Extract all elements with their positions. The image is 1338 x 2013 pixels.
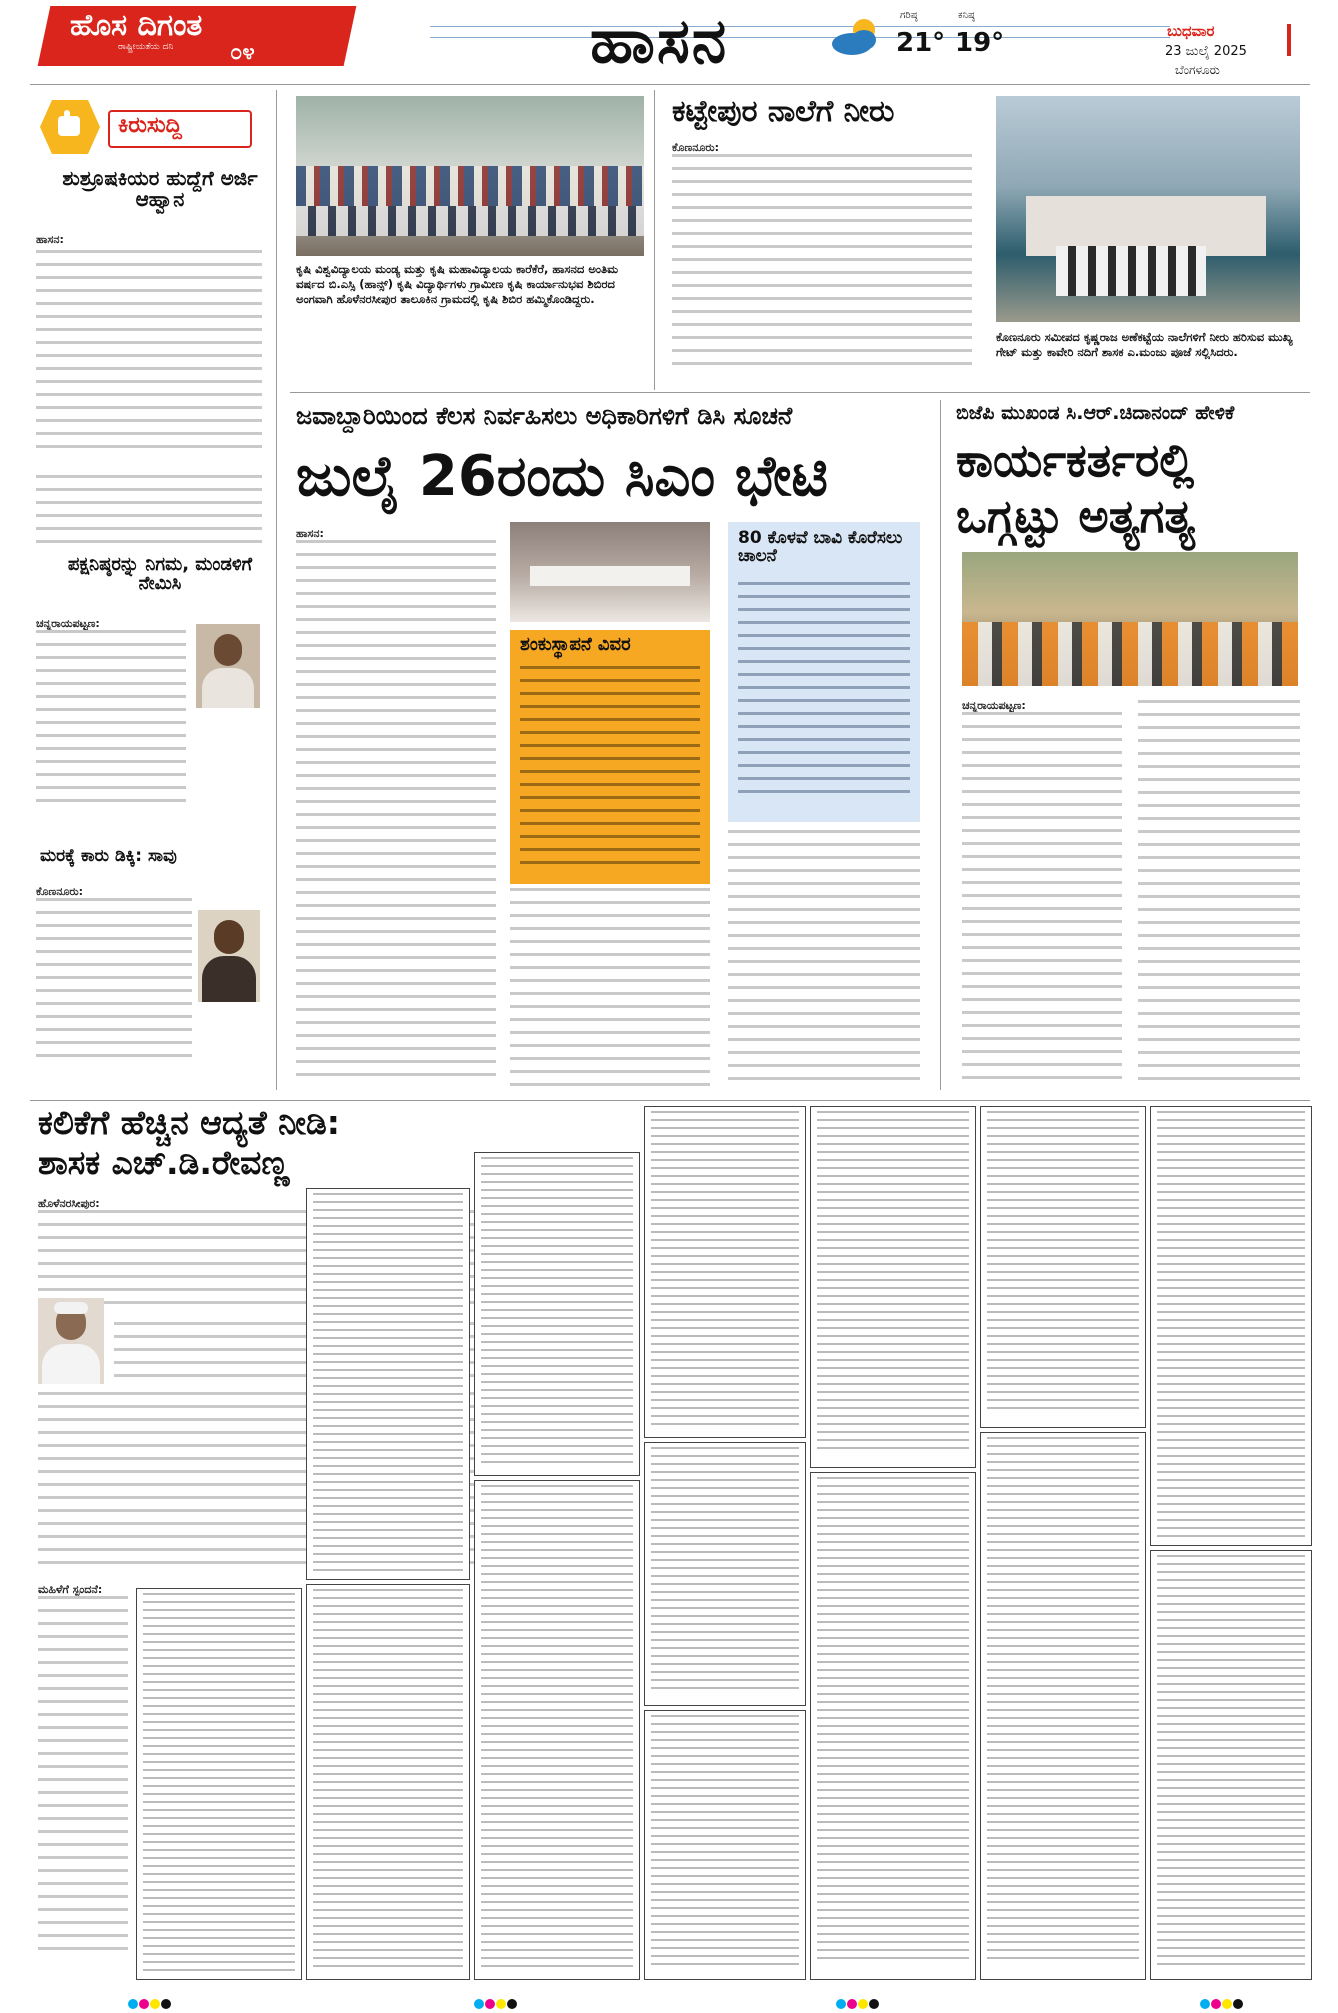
- info-box-title: 80 ಕೊಳವೆ ಬಾವಿ ಕೊರೆಸಲು ಚಾಲನೆ: [738, 528, 903, 566]
- temp-min-label: ಕನಿಷ್ಠ: [958, 10, 975, 21]
- brief-dateline: ಕೊಣನೂರು:: [36, 885, 84, 898]
- photo-caption: ಕೊಣನೂರು ಸಮೀಪದ ಕೃಷ್ಣರಾಜ ಅಣೆಕಟ್ಟೆಯ ನಾಲೆಗಳಿಗೆ ನೀರು ಹರಿಸುವ ಮುಖ್ಯ ಗೇಟ್ ಮತ್ತು ಕಾವೇರಿ ನದಿಗೆ ಶಾಸಕ ಎ.ಮಂಜು ಪೂಜೆ ಸಲ್ಲಿಸಿದರು.: [996, 330, 1293, 359]
- dam-gate-photo: [996, 96, 1300, 322]
- photo-caption: ಕೃಷಿ ವಿಶ್ವವಿದ್ಯಾಲಯ ಮಂಡ್ಯ ಮತ್ತು ಕೃಷಿ ಮಹಾವಿದ್ಯಾಲಯ ಕಾರೆಕೆರೆ, ಹಾಸನದ ಅಂತಿಮ ವರ್ಷದ ಬಿ.ಎಸ್ಸಿ (ಹಾನ್ಸ್) ಕೃಷಿ ವಿದ್ಯಾರ್ಥಿಗಳು ಗ್ರಾಮೀಣ ಕೃಷಿ ಕಾರ್ಯಾನುಭವ ಶಿಬಿರದ ಅಂಗವಾಗಿ ಹೊಳೆನರಸೀಪುರ ತಾಲೂಕಿನ ಗ್ರಾಮದಲ್ಲಿ ಕೃಷಿ ಶಿಬಿರ ಹಮ್ಮಿಕೊಂಡಿದ್ದರು.: [296, 262, 619, 306]
- legal-notice: [1150, 1550, 1312, 1980]
- temp-max: 21°: [896, 28, 946, 58]
- brief-headline: ಮರಕ್ಕೆ ಕಾರು ಡಿಕ್ಕಿ: ಸಾವು: [40, 846, 177, 866]
- info-box-blue: [728, 522, 920, 822]
- portrait-photo: [196, 624, 260, 708]
- brief-dateline: ಚನ್ನರಾಯಪಟ್ಟಣ:: [36, 617, 100, 630]
- story-kicker: ಬಿಜೆಪಿ ಮುಖಂಡ ಸಿ.ಆರ್.ಚಿದಾನಂದ್ ಹೇಳಿಕೆ: [956, 402, 1235, 424]
- meeting-photo: [510, 522, 710, 622]
- legal-notice: [980, 1106, 1146, 1428]
- story-body: [38, 1596, 128, 1976]
- story-headline: ಕಾರ್ಯಕರ್ತರಲ್ಲಿ: [956, 433, 1195, 487]
- issue-day: ಬುಧವಾರ: [1167, 22, 1215, 40]
- info-box-title: ಶಂಕುಸ್ಥಾಪನೆ ವಿವರ: [520, 634, 631, 655]
- divider: [290, 392, 1310, 393]
- issue-date: 23 ಜುಲೈ 2025: [1165, 44, 1247, 59]
- story-headline: ಜುಲೈ 26ರಂದು ಸಿಎಂ ಭೇಟಿ: [296, 444, 828, 509]
- story-body: [728, 830, 920, 1096]
- legal-notice: [810, 1106, 976, 1468]
- divider: [30, 84, 1310, 85]
- masthead: [0, 0, 1338, 78]
- temp-max-label: ಗರಿಷ್ಠ: [900, 10, 918, 21]
- legal-notice: [1150, 1106, 1312, 1546]
- brief-body-continued: [36, 475, 262, 555]
- color-registration-marks: [836, 1994, 882, 2004]
- story-body: [672, 154, 972, 384]
- legal-notice: [810, 1472, 976, 1980]
- story-body: [296, 540, 496, 1096]
- legal-notice: [474, 1152, 640, 1476]
- info-box-orange: [510, 630, 710, 884]
- story-body: [510, 888, 710, 1096]
- story-headline: ಶಾಸಕ ಎಚ್.ಡಿ.ರೇವಣ್ಣ: [38, 1143, 290, 1182]
- masthead-rule: [430, 26, 1170, 38]
- kirusuddi-banner: [38, 98, 258, 156]
- legal-notice: [644, 1442, 806, 1706]
- party-workers-photo: [962, 552, 1298, 686]
- megaphone-hand-icon: [38, 98, 102, 156]
- story-headline: ಕಟ್ಟೇಪುರ ನಾಲೆಗೆ ನೀರು: [672, 94, 895, 129]
- color-registration-marks: [1200, 1994, 1246, 2004]
- page-number: ೦೪: [230, 40, 255, 65]
- story-dateline: ಹಾಸನ:: [296, 527, 324, 540]
- legal-notice: [644, 1710, 806, 1980]
- brief-body: [36, 630, 186, 830]
- story-dateline: ಹೊಳೆನರಸೀಪುರ:: [38, 1197, 100, 1210]
- story-kicker: ಜವಾಬ್ದಾರಿಯಿಂದ ಕೆಲಸ ನಿರ್ವಹಿಸಲು ಅಧಿಕಾರಿಗಳಿಗೆ ಡಿಸಿ ಸೂಚನೆ: [296, 402, 793, 430]
- color-registration-marks: [128, 1994, 174, 2004]
- brief-headline: ಶುಶ್ರೂಷಕಿಯರ ಹುದ್ದೆಗೆ ಅರ್ಜಿ ಆಹ್ವಾನ: [62, 166, 258, 211]
- brief-body: [36, 228, 262, 470]
- accent-bar: [1287, 24, 1291, 56]
- story-headline: ಒಗ್ಗಟ್ಟು ಅತ್ಯಗತ್ಯ: [956, 489, 1196, 543]
- story-dateline: ಚನ್ನರಾಯಪಟ್ಟಣ:: [962, 699, 1026, 712]
- story-subhead: ಮಹಿಳೆಗೆ ಸ್ಪಂದನೆ:: [38, 1583, 103, 1596]
- story-headline: ಕಲಿಕೆಗೆ ಹೆಚ್ಚಿನ ಆದ್ಯತೆ ನೀಡಿ:: [38, 1103, 340, 1142]
- portrait-photo: [38, 1298, 104, 1384]
- edition-city: ಹಾಸನ: [590, 4, 729, 77]
- divider: [30, 1100, 1310, 1101]
- kirusuddi-label: ಕಿರುಸುದ್ದಿ: [118, 113, 182, 138]
- column-divider: [654, 90, 655, 390]
- issue-edition: ಬೆಂಗಳೂರು: [1175, 63, 1220, 77]
- story-body: [962, 712, 1122, 1096]
- legal-notice: [644, 1106, 806, 1438]
- legal-notice: [474, 1480, 640, 1980]
- portrait-photo: [198, 910, 260, 1002]
- column-divider: [940, 400, 941, 1090]
- brief-body: [36, 898, 192, 1088]
- students-group-photo: [296, 96, 644, 256]
- legal-notice: [136, 1588, 302, 1980]
- weather-sun-cloud-icon: [826, 14, 886, 58]
- legal-notice: [306, 1584, 470, 1980]
- legal-notice: [980, 1432, 1146, 1980]
- brief-dateline: ಹಾಸನ:: [36, 233, 64, 246]
- column-divider: [276, 90, 277, 1090]
- color-registration-marks: [474, 1994, 520, 2004]
- legal-notice: [306, 1188, 470, 1580]
- story-dateline: ಕೊಣನೂರು:: [672, 141, 720, 154]
- logo-tagline: ರಾಷ್ಟ್ರೀಯತೆಯ ದನಿ: [118, 42, 174, 52]
- newspaper-logo: ಹೊಸ ದಿಗಂತ: [70, 8, 203, 43]
- temp-min: 19°: [955, 28, 1005, 58]
- story-body: [1138, 700, 1300, 1096]
- brief-headline: ಪಕ್ಷನಿಷ್ಠರನ್ನು ನಿಗಮ, ಮಂಡಳಿಗೆ ನೇಮಿಸಿ: [67, 554, 253, 594]
